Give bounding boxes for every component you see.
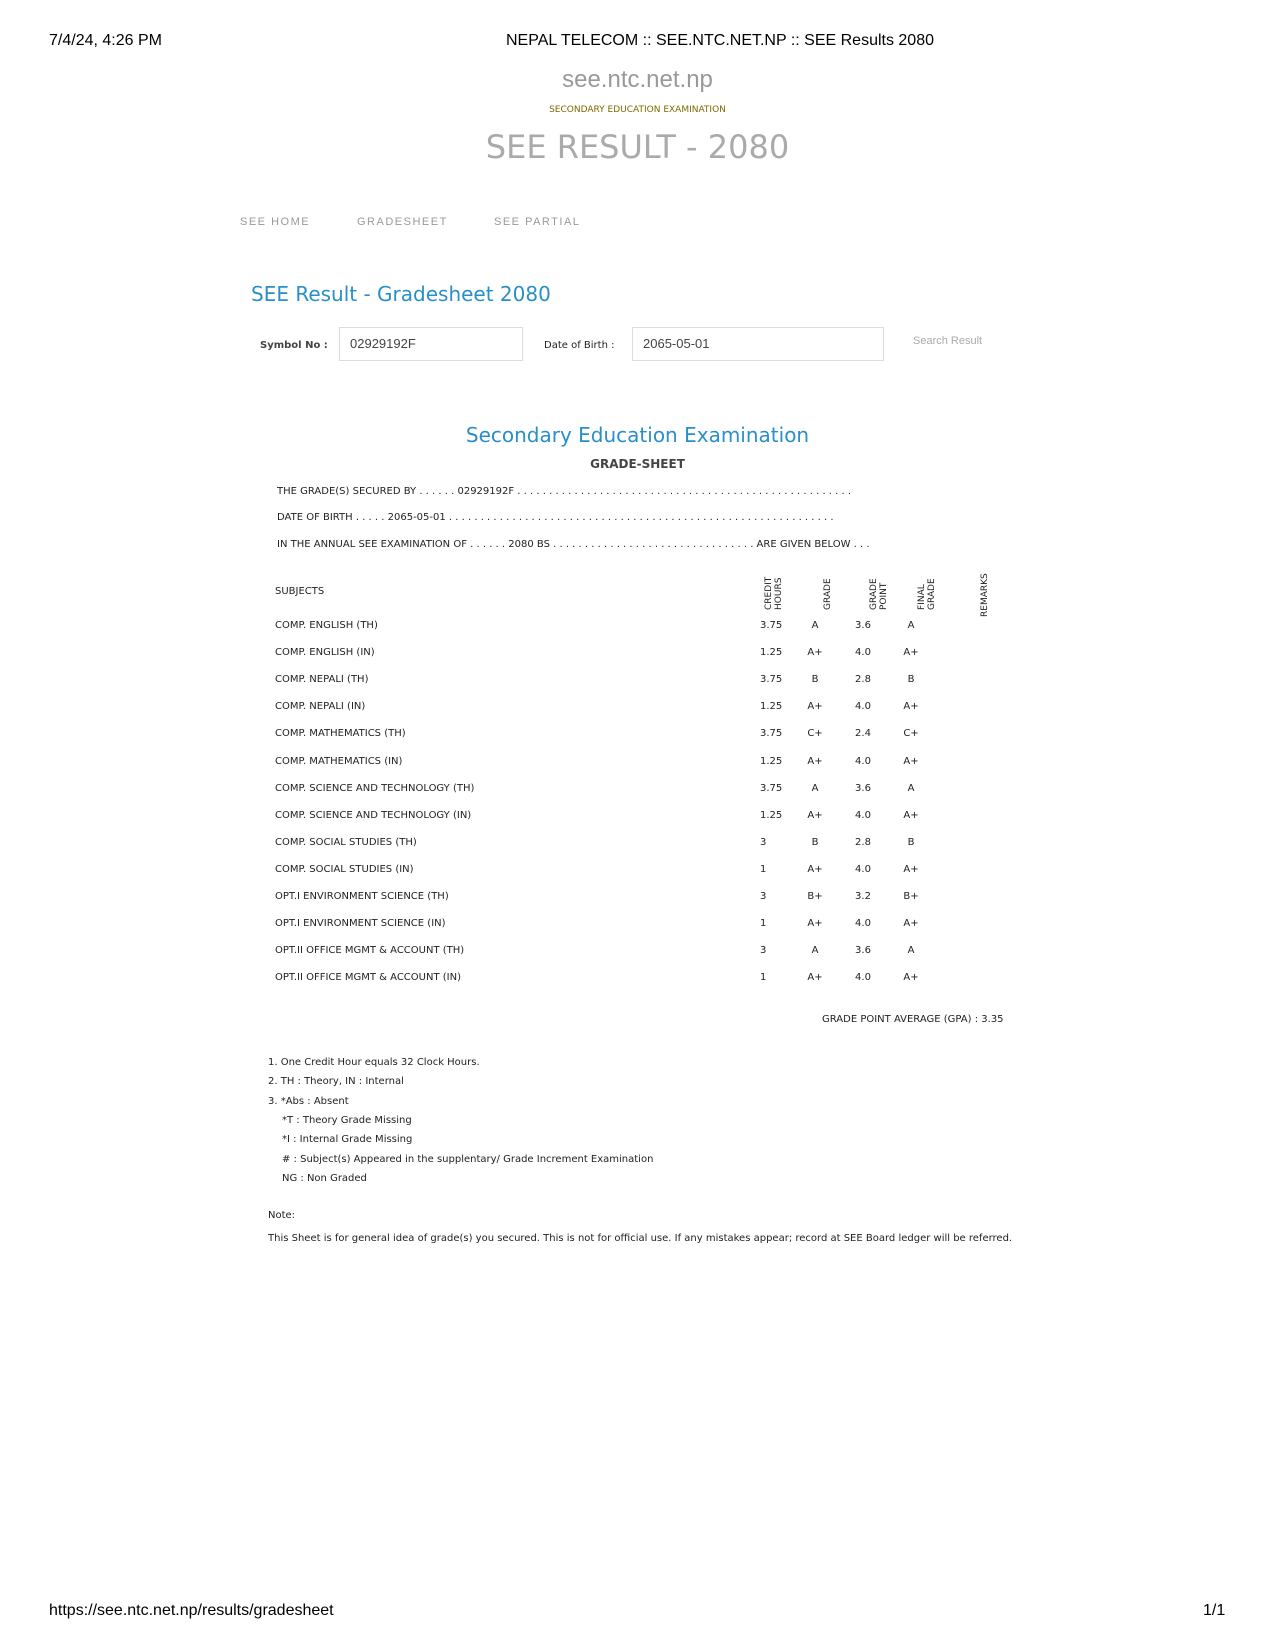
cell-grade-point: 4.0 bbox=[855, 809, 871, 821]
search-result-button[interactable]: Search Result bbox=[913, 335, 983, 347]
cell-final-grade: C+ bbox=[903, 728, 919, 740]
exam-line: IN THE ANNUAL SEE EXAMINATION OF . . . . . . 2080 BS . . . . . . . . . . . . . . . . . . . . . . . . . . . . . . . . ARE GIVEN BELOW . . . bbox=[277, 539, 870, 550]
sheet-subtitle: GRADE-SHEET bbox=[590, 457, 685, 471]
dob-input[interactable]: 2065-05-01 bbox=[632, 327, 884, 361]
print-title: NEPAL TELECOM :: SEE.NTC.NET.NP :: SEE Results 2080 bbox=[506, 32, 934, 49]
note-item: 2. TH : Theory, IN : Internal bbox=[268, 1076, 404, 1088]
cell-credit-hours: 1 bbox=[760, 972, 767, 984]
nav-see-partial[interactable]: SEE PARTIAL bbox=[494, 216, 581, 228]
cell-grade-point: 4.0 bbox=[855, 918, 871, 930]
cell-grade-point: 4.0 bbox=[855, 647, 871, 659]
cell-credit-hours: 1.25 bbox=[760, 647, 783, 659]
table-row bbox=[275, 756, 1035, 776]
col-credit-hours: CREDIT HOURS bbox=[764, 576, 784, 610]
cell-credit-hours: 1.25 bbox=[760, 809, 783, 821]
cell-credit-hours: 1.25 bbox=[760, 701, 783, 713]
cell-grade: A+ bbox=[807, 647, 823, 659]
cell-final-grade: B+ bbox=[903, 891, 919, 902]
cell-subject: OPT.I ENVIRONMENT SCIENCE (IN) bbox=[275, 918, 446, 930]
col-final-grade: FINAL GRADE bbox=[917, 578, 937, 610]
table-row bbox=[275, 620, 1035, 640]
col-remarks: REMARKS bbox=[980, 573, 990, 617]
nav-see-home[interactable]: SEE HOME bbox=[240, 216, 311, 228]
site-domain[interactable]: see.ntc.net.np bbox=[562, 66, 713, 93]
cell-grade-point: 2.4 bbox=[855, 728, 871, 740]
sheet-title: Secondary Education Examination bbox=[465, 423, 810, 447]
note-item: *T : Theory Grade Missing bbox=[282, 1114, 412, 1126]
cell-subject: COMP. ENGLISH (TH) bbox=[275, 620, 378, 631]
cell-grade: B bbox=[811, 836, 819, 848]
cell-final-grade: A+ bbox=[903, 918, 919, 930]
cell-credit-hours: 3.75 bbox=[760, 728, 783, 740]
cell-grade: C+ bbox=[807, 728, 823, 740]
cell-grade: A+ bbox=[807, 701, 823, 713]
table-row bbox=[275, 647, 1035, 667]
table-row bbox=[275, 972, 1035, 992]
site-title: SEE RESULT - 2080 bbox=[485, 128, 790, 166]
table-row bbox=[275, 945, 1035, 965]
cell-credit-hours: 3 bbox=[760, 836, 767, 848]
cell-final-grade: A+ bbox=[903, 647, 919, 659]
table-row bbox=[275, 728, 1035, 748]
table-row bbox=[275, 701, 1035, 721]
cell-grade-point: 3.2 bbox=[855, 891, 871, 902]
cell-credit-hours: 3 bbox=[760, 891, 767, 902]
note-item: 1. One Credit Hour equals 32 Clock Hours. bbox=[268, 1057, 480, 1068]
cell-subject: COMP. ENGLISH (IN) bbox=[275, 647, 375, 659]
cell-grade-point: 3.6 bbox=[855, 782, 871, 794]
cell-credit-hours: 1 bbox=[760, 918, 767, 930]
cell-grade-point: 2.8 bbox=[855, 836, 871, 848]
cell-credit-hours: 3 bbox=[760, 945, 767, 957]
cell-grade: A bbox=[811, 782, 819, 794]
cell-credit-hours: 1 bbox=[760, 863, 767, 875]
cell-grade: A+ bbox=[807, 863, 823, 875]
site-subtitle: SECONDARY EDUCATION EXAMINATION bbox=[549, 105, 726, 115]
note-item: # : Subject(s) Appeared in the supplentary/ Grade Increment Examination bbox=[282, 1153, 654, 1165]
cell-subject: COMP. MATHEMATICS (IN) bbox=[275, 755, 403, 767]
print-page: 1/1 bbox=[1203, 1602, 1226, 1619]
note-item: *I : Internal Grade Missing bbox=[282, 1134, 413, 1146]
dob-line: DATE OF BIRTH . . . . . 2065-05-01 . . . . . . . . . . . . . . . . . . . . . . . . . . . . . . . . . . . . . . . . . . . . . . . . . . . . . . . . . . . . . bbox=[277, 512, 834, 523]
cell-grade: A+ bbox=[807, 918, 823, 930]
col-grade-point: GRADE POINT bbox=[869, 578, 889, 610]
print-url: https://see.ntc.net.np/results/gradesheet bbox=[49, 1602, 334, 1619]
col-grade: GRADE bbox=[823, 578, 833, 610]
cell-subject: COMP. SOCIAL STUDIES (IN) bbox=[275, 863, 414, 875]
note-item: NG : Non Graded bbox=[282, 1172, 367, 1184]
symbol-input[interactable]: 02929192F bbox=[339, 327, 523, 361]
cell-subject: OPT.I ENVIRONMENT SCIENCE (TH) bbox=[275, 891, 449, 902]
cell-grade: A bbox=[811, 945, 819, 957]
cell-credit-hours: 3.75 bbox=[760, 620, 783, 631]
table-row bbox=[275, 810, 1035, 830]
cell-subject: OPT.II OFFICE MGMT & ACCOUNT (TH) bbox=[275, 945, 465, 957]
cell-final-grade: B bbox=[907, 674, 915, 686]
cell-final-grade: A+ bbox=[903, 809, 919, 821]
table-row bbox=[275, 891, 1035, 911]
note-item: 3. *Abs : Absent bbox=[268, 1095, 349, 1107]
cell-grade: A+ bbox=[807, 972, 823, 984]
cell-subject: COMP. SCIENCE AND TECHNOLOGY (TH) bbox=[275, 782, 475, 794]
cell-grade-point: 4.0 bbox=[855, 863, 871, 875]
cell-credit-hours: 3.75 bbox=[760, 782, 783, 794]
cell-grade: A+ bbox=[807, 755, 823, 767]
note-text: This Sheet is for general idea of grade(s) you secured. This is not for official use. If any mistakes appear; record at SEE Board ledger will be referred. bbox=[268, 1233, 1013, 1244]
cell-final-grade: A+ bbox=[903, 972, 919, 984]
cell-grade-point: 2.8 bbox=[855, 674, 871, 686]
cell-grade-point: 3.6 bbox=[855, 620, 871, 631]
cell-final-grade: A bbox=[907, 945, 915, 957]
form-heading: SEE Result - Gradesheet 2080 bbox=[251, 282, 551, 306]
cell-grade: A+ bbox=[807, 809, 823, 821]
cell-subject: COMP. MATHEMATICS (TH) bbox=[275, 728, 406, 740]
cell-grade: B+ bbox=[807, 891, 823, 902]
cell-final-grade: B bbox=[907, 836, 915, 848]
cell-subject: COMP. SOCIAL STUDIES (TH) bbox=[275, 836, 417, 848]
col-subjects: SUBJECTS bbox=[275, 586, 325, 597]
cell-final-grade: A+ bbox=[903, 755, 919, 767]
cell-subject: COMP. SCIENCE AND TECHNOLOGY (IN) bbox=[275, 809, 472, 821]
table-row bbox=[275, 837, 1035, 857]
print-datetime: 7/4/24, 4:26 PM bbox=[49, 32, 162, 49]
table-row bbox=[275, 864, 1035, 884]
cell-subject: COMP. NEPALI (TH) bbox=[275, 674, 369, 686]
secured-by-line: THE GRADE(S) SECURED BY . . . . . . 02929192F . . . . . . . . . . . . . . . . . . . . . . . . . . . . . . . . . . . . . . . . . . . . . . . . . . . . . bbox=[277, 486, 852, 497]
symbol-label: Symbol No : bbox=[260, 340, 328, 351]
cell-credit-hours: 1.25 bbox=[760, 755, 783, 767]
cell-grade: A bbox=[811, 620, 819, 631]
cell-subject: COMP. NEPALI (IN) bbox=[275, 701, 366, 713]
cell-final-grade: A+ bbox=[903, 863, 919, 875]
cell-final-grade: A+ bbox=[903, 701, 919, 713]
cell-subject: OPT.II OFFICE MGMT & ACCOUNT (IN) bbox=[275, 972, 461, 984]
table-row bbox=[275, 783, 1035, 803]
cell-grade: B bbox=[811, 674, 819, 686]
cell-credit-hours: 3.75 bbox=[760, 674, 783, 686]
nav-gradesheet[interactable]: GRADESHEET bbox=[357, 216, 448, 228]
gpa: GRADE POINT AVERAGE (GPA) : 3.35 bbox=[822, 1014, 1004, 1025]
cell-grade-point: 3.6 bbox=[855, 945, 871, 957]
table-row bbox=[275, 918, 1035, 938]
cell-final-grade: A bbox=[907, 782, 915, 794]
table-row bbox=[275, 674, 1035, 694]
cell-grade-point: 4.0 bbox=[855, 755, 871, 767]
cell-grade-point: 4.0 bbox=[855, 972, 871, 984]
cell-final-grade: A bbox=[907, 620, 915, 631]
note-heading: Note: bbox=[268, 1210, 296, 1221]
dob-label: Date of Birth : bbox=[544, 340, 615, 351]
cell-grade-point: 4.0 bbox=[855, 701, 871, 713]
